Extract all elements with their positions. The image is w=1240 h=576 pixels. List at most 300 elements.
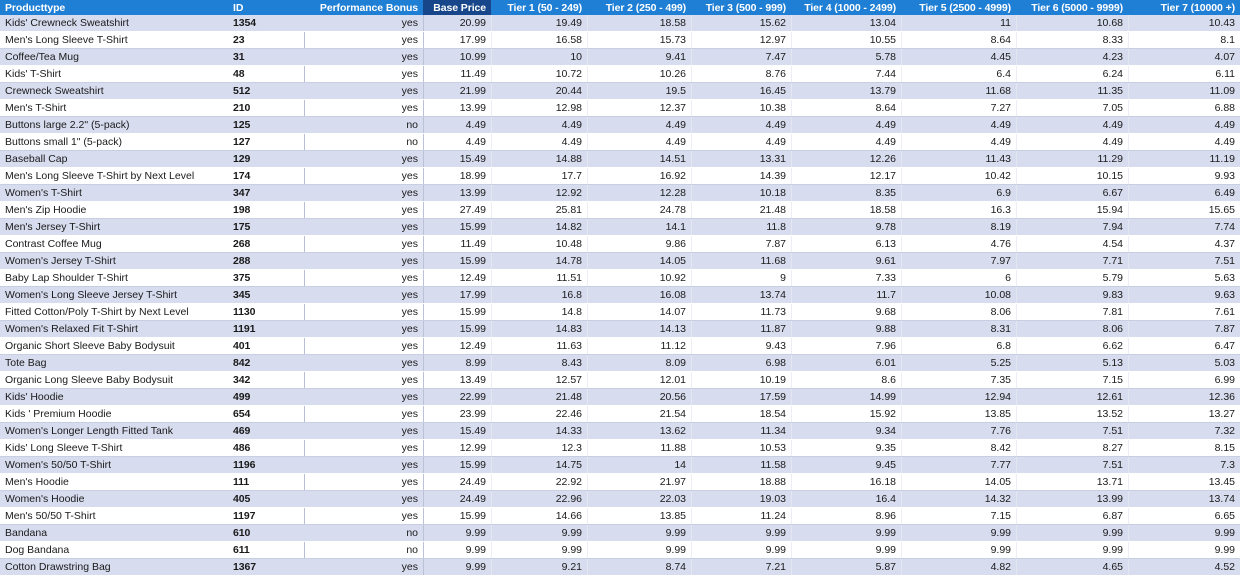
cell-producttype: Coffee/Tea Mug — [0, 49, 228, 66]
cell-tier3: 11.87 — [691, 321, 791, 338]
cell-performance_bonus: no — [305, 117, 423, 134]
cell-tier2: 14.1 — [587, 219, 691, 236]
cell-producttype: Women's 50/50 T-Shirt — [0, 457, 228, 474]
table-row[interactable] — [0, 423, 1240, 440]
cell-tier1: 17.7 — [491, 168, 587, 185]
cell-tier5: 6.8 — [901, 338, 1016, 355]
cell-tier5: 13.85 — [901, 406, 1016, 423]
cell-base_price: 23.99 — [423, 406, 491, 423]
cell-id: 127 — [228, 134, 305, 151]
cell-tier7: 7.32 — [1128, 423, 1240, 440]
cell-tier2: 20.56 — [587, 389, 691, 406]
cell-producttype: Men's Long Sleeve T-Shirt — [0, 32, 228, 49]
cell-producttype: Kids' Crewneck Sweatshirt — [0, 15, 228, 32]
cell-tier7: 12.36 — [1128, 389, 1240, 406]
table-row[interactable] — [0, 287, 1240, 304]
cell-producttype: Women's Jersey T-Shirt — [0, 253, 228, 270]
cell-producttype: Women's Relaxed Fit T-Shirt — [0, 321, 228, 338]
table-row[interactable] — [0, 525, 1240, 542]
cell-tier3: 12.97 — [691, 32, 791, 49]
cell-tier2: 21.54 — [587, 406, 691, 423]
cell-tier6: 8.06 — [1016, 321, 1128, 338]
cell-tier1: 14.82 — [491, 219, 587, 236]
cell-id: 611 — [228, 542, 305, 559]
cell-tier1: 4.49 — [491, 134, 587, 151]
cell-tier4: 15.92 — [791, 406, 901, 423]
cell-tier3: 8.76 — [691, 66, 791, 83]
cell-tier4: 7.33 — [791, 270, 901, 287]
cell-tier3: 16.45 — [691, 83, 791, 100]
cell-tier6: 8.33 — [1016, 32, 1128, 49]
cell-tier6: 12.61 — [1016, 389, 1128, 406]
cell-tier5: 6.4 — [901, 66, 1016, 83]
cell-tier7: 11.19 — [1128, 151, 1240, 168]
cell-tier7: 4.49 — [1128, 117, 1240, 134]
cell-tier5: 4.49 — [901, 117, 1016, 134]
cell-id: 347 — [228, 185, 305, 202]
cell-tier2: 14.05 — [587, 253, 691, 270]
cell-producttype: Kids' Long Sleeve T-Shirt — [0, 440, 228, 457]
cell-tier2: 19.5 — [587, 83, 691, 100]
cell-tier3: 9.99 — [691, 542, 791, 559]
cell-tier5: 11.68 — [901, 83, 1016, 100]
cell-tier4: 9.99 — [791, 542, 901, 559]
column-header-tier3[interactable]: Tier 3 (500 - 999) — [691, 0, 791, 15]
cell-tier7: 7.87 — [1128, 321, 1240, 338]
cell-tier5: 4.45 — [901, 49, 1016, 66]
cell-tier4: 9.35 — [791, 440, 901, 457]
cell-tier3: 13.74 — [691, 287, 791, 304]
cell-tier1: 16.58 — [491, 32, 587, 49]
column-header-tier4[interactable]: Tier 4 (1000 - 2499) — [791, 0, 901, 15]
cell-base_price: 15.99 — [423, 304, 491, 321]
cell-performance_bonus: yes — [305, 100, 423, 117]
cell-tier4: 8.96 — [791, 508, 901, 525]
cell-tier2: 8.09 — [587, 355, 691, 372]
table-row[interactable] — [0, 270, 1240, 287]
cell-base_price: 20.99 — [423, 15, 491, 32]
cell-tier1: 11.63 — [491, 338, 587, 355]
cell-id: 405 — [228, 491, 305, 508]
cell-tier4: 9.61 — [791, 253, 901, 270]
cell-tier6: 13.52 — [1016, 406, 1128, 423]
cell-tier7: 9.63 — [1128, 287, 1240, 304]
table-row[interactable] — [0, 168, 1240, 185]
cell-tier2: 10.26 — [587, 66, 691, 83]
table-row[interactable] — [0, 474, 1240, 491]
cell-id: 129 — [228, 151, 305, 168]
table-row[interactable] — [0, 185, 1240, 202]
cell-base_price: 10.99 — [423, 49, 491, 66]
cell-tier6: 4.49 — [1016, 134, 1128, 151]
cell-producttype: Buttons small 1" (5-pack) — [0, 134, 228, 151]
cell-tier3: 9 — [691, 270, 791, 287]
cell-performance_bonus: yes — [305, 219, 423, 236]
column-header-producttype[interactable]: Producttype — [0, 0, 228, 15]
cell-tier4: 13.04 — [791, 15, 901, 32]
column-header-id[interactable]: ID — [228, 0, 305, 15]
cell-performance_bonus: yes — [305, 32, 423, 49]
cell-tier1: 16.8 — [491, 287, 587, 304]
cell-performance_bonus: yes — [305, 321, 423, 338]
cell-tier5: 4.76 — [901, 236, 1016, 253]
table-row[interactable] — [0, 100, 1240, 117]
cell-producttype: Organic Short Sleeve Baby Bodysuit — [0, 338, 228, 355]
cell-base_price: 27.49 — [423, 202, 491, 219]
cell-producttype: Kids' Hoodie — [0, 389, 228, 406]
cell-producttype: Women's Hoodie — [0, 491, 228, 508]
table-row[interactable] — [0, 117, 1240, 134]
table-row[interactable] — [0, 219, 1240, 236]
cell-producttype: Baseball Cap — [0, 151, 228, 168]
cell-tier1: 14.78 — [491, 253, 587, 270]
cell-id: 342 — [228, 372, 305, 389]
cell-tier5: 7.77 — [901, 457, 1016, 474]
cell-tier7: 4.52 — [1128, 559, 1240, 576]
cell-id: 288 — [228, 253, 305, 270]
table-row[interactable] — [0, 491, 1240, 508]
cell-base_price: 9.99 — [423, 542, 491, 559]
cell-tier5: 11.43 — [901, 151, 1016, 168]
cell-base_price: 8.99 — [423, 355, 491, 372]
cell-performance_bonus: yes — [305, 66, 423, 83]
cell-performance_bonus: yes — [305, 508, 423, 525]
table-row[interactable] — [0, 202, 1240, 219]
column-header-base_price[interactable]: Base Price — [423, 0, 491, 15]
cell-tier6: 7.71 — [1016, 253, 1128, 270]
cell-producttype: Baby Lap Shoulder T-Shirt — [0, 270, 228, 287]
cell-id: 1196 — [228, 457, 305, 474]
cell-performance_bonus: yes — [305, 185, 423, 202]
cell-performance_bonus: yes — [305, 49, 423, 66]
cell-tier7: 5.03 — [1128, 355, 1240, 372]
cell-tier1: 22.92 — [491, 474, 587, 491]
cell-id: 210 — [228, 100, 305, 117]
cell-tier1: 4.49 — [491, 117, 587, 134]
cell-tier4: 9.99 — [791, 525, 901, 542]
cell-tier4: 8.35 — [791, 185, 901, 202]
table-row[interactable] — [0, 372, 1240, 389]
cell-tier7: 7.51 — [1128, 253, 1240, 270]
cell-id: 48 — [228, 66, 305, 83]
cell-tier1: 11.51 — [491, 270, 587, 287]
cell-tier6: 4.54 — [1016, 236, 1128, 253]
cell-id: 198 — [228, 202, 305, 219]
table-row[interactable] — [0, 508, 1240, 525]
cell-id: 31 — [228, 49, 305, 66]
cell-tier1: 12.98 — [491, 100, 587, 117]
cell-tier7: 4.37 — [1128, 236, 1240, 253]
table-header-row — [0, 0, 1240, 15]
cell-tier4: 6.13 — [791, 236, 901, 253]
cell-tier6: 11.29 — [1016, 151, 1128, 168]
cell-tier7: 4.49 — [1128, 134, 1240, 151]
cell-tier6: 9.99 — [1016, 542, 1128, 559]
cell-tier3: 6.98 — [691, 355, 791, 372]
cell-performance_bonus: yes — [305, 270, 423, 287]
cell-tier3: 18.54 — [691, 406, 791, 423]
cell-tier5: 7.97 — [901, 253, 1016, 270]
cell-tier2: 12.37 — [587, 100, 691, 117]
cell-tier1: 10 — [491, 49, 587, 66]
cell-base_price: 15.99 — [423, 253, 491, 270]
cell-tier5: 8.06 — [901, 304, 1016, 321]
cell-id: 401 — [228, 338, 305, 355]
table-row[interactable] — [0, 559, 1240, 576]
table-row[interactable] — [0, 304, 1240, 321]
cell-tier5: 8.19 — [901, 219, 1016, 236]
cell-tier4: 7.44 — [791, 66, 901, 83]
table-row[interactable] — [0, 338, 1240, 355]
cell-base_price: 17.99 — [423, 287, 491, 304]
cell-producttype: Men's 50/50 T-Shirt — [0, 508, 228, 525]
cell-tier1: 14.75 — [491, 457, 587, 474]
cell-tier7: 6.99 — [1128, 372, 1240, 389]
cell-performance_bonus: yes — [305, 287, 423, 304]
cell-id: 610 — [228, 525, 305, 542]
cell-performance_bonus: no — [305, 525, 423, 542]
cell-id: 268 — [228, 236, 305, 253]
cell-tier1: 12.57 — [491, 372, 587, 389]
cell-base_price: 15.99 — [423, 457, 491, 474]
cell-tier4: 14.99 — [791, 389, 901, 406]
cell-producttype: Women's Longer Length Fitted Tank — [0, 423, 228, 440]
cell-base_price: 9.99 — [423, 559, 491, 576]
cell-tier4: 10.55 — [791, 32, 901, 49]
cell-producttype: Men's T-Shirt — [0, 100, 228, 117]
table-row[interactable] — [0, 253, 1240, 270]
cell-performance_bonus: yes — [305, 406, 423, 423]
cell-tier5: 4.49 — [901, 134, 1016, 151]
table-row[interactable] — [0, 406, 1240, 423]
cell-tier2: 21.97 — [587, 474, 691, 491]
cell-tier7: 4.07 — [1128, 49, 1240, 66]
cell-base_price: 12.49 — [423, 338, 491, 355]
cell-producttype: Contrast Coffee Mug — [0, 236, 228, 253]
cell-tier2: 4.49 — [587, 117, 691, 134]
cell-tier3: 9.99 — [691, 525, 791, 542]
cell-base_price: 11.49 — [423, 66, 491, 83]
column-header-tier6[interactable]: Tier 6 (5000 - 9999) — [1016, 0, 1128, 15]
cell-producttype: Bandana — [0, 525, 228, 542]
cell-tier7: 6.49 — [1128, 185, 1240, 202]
cell-performance_bonus: yes — [305, 15, 423, 32]
cell-id: 469 — [228, 423, 305, 440]
cell-base_price: 12.49 — [423, 270, 491, 287]
cell-tier4: 7.96 — [791, 338, 901, 355]
cell-tier3: 11.24 — [691, 508, 791, 525]
cell-tier3: 7.87 — [691, 236, 791, 253]
table-row[interactable] — [0, 151, 1240, 168]
cell-producttype: Cotton Drawstring Bag — [0, 559, 228, 576]
cell-tier6: 5.13 — [1016, 355, 1128, 372]
cell-base_price: 15.49 — [423, 151, 491, 168]
cell-tier6: 8.27 — [1016, 440, 1128, 457]
cell-tier5: 14.05 — [901, 474, 1016, 491]
cell-tier7: 9.99 — [1128, 542, 1240, 559]
cell-performance_bonus: yes — [305, 457, 423, 474]
column-header-tier2[interactable]: Tier 2 (250 - 499) — [587, 0, 691, 15]
cell-tier3: 13.31 — [691, 151, 791, 168]
cell-tier2: 14 — [587, 457, 691, 474]
cell-id: 1354 — [228, 15, 305, 32]
cell-tier5: 16.3 — [901, 202, 1016, 219]
cell-tier5: 10.42 — [901, 168, 1016, 185]
cell-tier4: 9.68 — [791, 304, 901, 321]
cell-tier4: 16.4 — [791, 491, 901, 508]
cell-tier7: 8.1 — [1128, 32, 1240, 49]
table-row[interactable] — [0, 134, 1240, 151]
table-row[interactable] — [0, 457, 1240, 474]
cell-tier7: 8.15 — [1128, 440, 1240, 457]
cell-tier5: 4.82 — [901, 559, 1016, 576]
table-row[interactable] — [0, 389, 1240, 406]
table-body — [0, 15, 1240, 576]
cell-id: 486 — [228, 440, 305, 457]
cell-base_price: 21.99 — [423, 83, 491, 100]
cell-id: 499 — [228, 389, 305, 406]
cell-tier7: 13.45 — [1128, 474, 1240, 491]
cell-tier7: 7.74 — [1128, 219, 1240, 236]
cell-tier2: 16.92 — [587, 168, 691, 185]
table-row[interactable] — [0, 440, 1240, 457]
cell-tier4: 9.34 — [791, 423, 901, 440]
cell-tier5: 6.9 — [901, 185, 1016, 202]
cell-tier4: 12.26 — [791, 151, 901, 168]
cell-performance_bonus: yes — [305, 355, 423, 372]
cell-base_price: 11.49 — [423, 236, 491, 253]
cell-producttype: Men's Zip Hoodie — [0, 202, 228, 219]
cell-tier1: 22.96 — [491, 491, 587, 508]
cell-tier3: 11.34 — [691, 423, 791, 440]
cell-tier4: 9.78 — [791, 219, 901, 236]
table-row[interactable] — [0, 321, 1240, 338]
cell-tier2: 11.88 — [587, 440, 691, 457]
cell-performance_bonus: yes — [305, 168, 423, 185]
cell-tier3: 21.48 — [691, 202, 791, 219]
cell-tier4: 8.64 — [791, 100, 901, 117]
cell-tier3: 17.59 — [691, 389, 791, 406]
table-row[interactable] — [0, 542, 1240, 559]
cell-tier7: 6.65 — [1128, 508, 1240, 525]
cell-tier7: 7.3 — [1128, 457, 1240, 474]
cell-tier6: 10.68 — [1016, 15, 1128, 32]
cell-producttype: Fitted Cotton/Poly T-Shirt by Next Level — [0, 304, 228, 321]
cell-tier7: 9.93 — [1128, 168, 1240, 185]
cell-tier7: 11.09 — [1128, 83, 1240, 100]
cell-id: 512 — [228, 83, 305, 100]
cell-id: 175 — [228, 219, 305, 236]
cell-tier2: 9.41 — [587, 49, 691, 66]
cell-tier3: 11.8 — [691, 219, 791, 236]
cell-id: 375 — [228, 270, 305, 287]
table-row[interactable] — [0, 15, 1240, 32]
cell-tier6: 6.24 — [1016, 66, 1128, 83]
cell-tier3: 19.03 — [691, 491, 791, 508]
cell-tier6: 7.51 — [1016, 457, 1128, 474]
cell-performance_bonus: yes — [305, 202, 423, 219]
cell-producttype: Men's Long Sleeve T-Shirt by Next Level — [0, 168, 228, 185]
cell-performance_bonus: yes — [305, 253, 423, 270]
cell-tier2: 13.85 — [587, 508, 691, 525]
cell-tier3: 10.53 — [691, 440, 791, 457]
cell-id: 842 — [228, 355, 305, 372]
cell-id: 111 — [228, 474, 305, 491]
table-row[interactable] — [0, 66, 1240, 83]
cell-performance_bonus: yes — [305, 304, 423, 321]
column-header-performance_bonus[interactable]: Performance Bonus — [305, 0, 423, 15]
cell-tier7: 10.43 — [1128, 15, 1240, 32]
cell-base_price: 22.99 — [423, 389, 491, 406]
cell-performance_bonus: yes — [305, 83, 423, 100]
cell-producttype: Dog Bandana — [0, 542, 228, 559]
cell-tier6: 5.79 — [1016, 270, 1128, 287]
cell-tier4: 6.01 — [791, 355, 901, 372]
column-header-tier7[interactable]: Tier 7 (10000 +) — [1128, 0, 1240, 15]
cell-performance_bonus: yes — [305, 423, 423, 440]
cell-tier3: 7.21 — [691, 559, 791, 576]
cell-base_price: 4.49 — [423, 134, 491, 151]
column-header-tier1[interactable]: Tier 1 (50 - 249) — [491, 0, 587, 15]
cell-tier2: 12.28 — [587, 185, 691, 202]
cell-tier3: 11.68 — [691, 253, 791, 270]
cell-base_price: 24.49 — [423, 474, 491, 491]
cell-performance_bonus: yes — [305, 372, 423, 389]
cell-tier1: 9.99 — [491, 542, 587, 559]
cell-tier2: 11.12 — [587, 338, 691, 355]
cell-tier5: 10.08 — [901, 287, 1016, 304]
cell-base_price: 15.99 — [423, 321, 491, 338]
cell-producttype: Buttons large 2.2" (5-pack) — [0, 117, 228, 134]
cell-tier6: 10.15 — [1016, 168, 1128, 185]
table-row[interactable] — [0, 83, 1240, 100]
table-row[interactable] — [0, 49, 1240, 66]
cell-tier5: 6 — [901, 270, 1016, 287]
cell-base_price: 18.99 — [423, 168, 491, 185]
table-header — [0, 0, 1240, 15]
cell-performance_bonus: yes — [305, 440, 423, 457]
cell-tier6: 11.35 — [1016, 83, 1128, 100]
cell-performance_bonus: yes — [305, 338, 423, 355]
cell-tier3: 11.73 — [691, 304, 791, 321]
cell-producttype: Tote Bag — [0, 355, 228, 372]
cell-tier4: 13.79 — [791, 83, 901, 100]
column-header-tier5[interactable]: Tier 5 (2500 - 4999) — [901, 0, 1016, 15]
cell-tier1: 10.48 — [491, 236, 587, 253]
cell-tier4: 4.49 — [791, 134, 901, 151]
cell-tier2: 18.58 — [587, 15, 691, 32]
table-row[interactable] — [0, 355, 1240, 372]
cell-id: 23 — [228, 32, 305, 49]
cell-id: 1191 — [228, 321, 305, 338]
table-row[interactable] — [0, 236, 1240, 253]
cell-tier2: 4.49 — [587, 134, 691, 151]
cell-tier1: 14.83 — [491, 321, 587, 338]
cell-tier1: 14.88 — [491, 151, 587, 168]
cell-tier7: 9.99 — [1128, 525, 1240, 542]
cell-tier6: 7.81 — [1016, 304, 1128, 321]
cell-tier6: 13.99 — [1016, 491, 1128, 508]
cell-tier6: 7.05 — [1016, 100, 1128, 117]
cell-tier2: 9.99 — [587, 542, 691, 559]
table-row[interactable] — [0, 32, 1240, 49]
cell-tier6: 7.51 — [1016, 423, 1128, 440]
cell-tier5: 7.76 — [901, 423, 1016, 440]
cell-tier3: 15.62 — [691, 15, 791, 32]
cell-tier2: 14.51 — [587, 151, 691, 168]
cell-tier3: 10.19 — [691, 372, 791, 389]
cell-tier1: 10.72 — [491, 66, 587, 83]
